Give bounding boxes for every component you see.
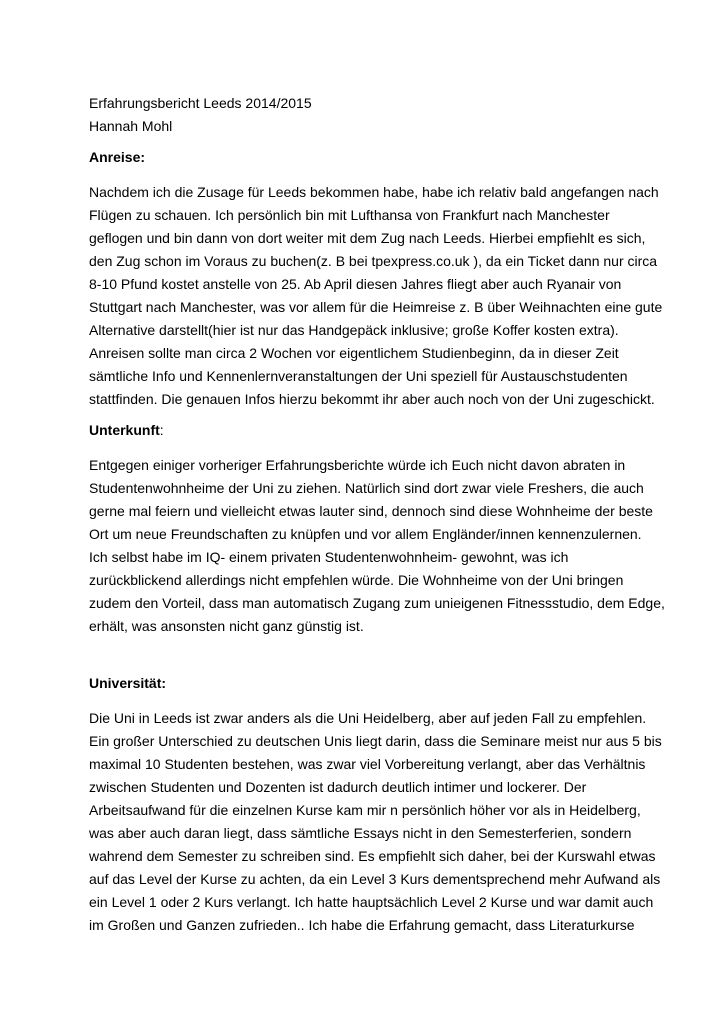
paragraph-line: Stuttgart nach Manchester, was vor allem für die Heimreise z. B über Weihnachten eine gute xyxy=(89,299,663,315)
document-body xyxy=(89,92,665,937)
section-body-anreise xyxy=(89,181,663,411)
paragraph-line: zudem den Vorteil, dass man automatisch Zugang zum unieigenen Fitnessstudio, dem Edge, xyxy=(89,595,665,611)
paragraph-line: Alternative darstellt(hier ist nur das Handgepäck inklusive; große Koffer kosten extra). xyxy=(89,322,619,338)
paragraph-line: Ein großer Unterschied zu deutschen Unis liegt darin, dass die Seminare meist nur aus 5 bis xyxy=(89,733,662,749)
paragraph-line: Flügen zu schauen. Ich persönlich bin mit Lufthansa von Frankfurt nach Manchester xyxy=(89,207,610,223)
paragraph-line: 8-10 Pfund kostet anstelle von 25. Ab April diesen Jahres fliegt aber auch Ryanair von xyxy=(89,276,622,292)
paragraph-line: maximal 10 Studenten bestehen, was zwar viel Vorbereitung verlangt, aber das Verhältnis xyxy=(89,756,646,772)
paragraph-line: gerne mal feiern und vielleicht etwas lauter sind, dennoch sind diese Wohnheime der beste xyxy=(89,503,653,519)
paragraph-line: Anreisen sollte man circa 2 Wochen vor eigentlichem Studienbeginn, da in dieser Zeit xyxy=(89,345,619,361)
paragraph-line: Ort um neue Freundschaften zu knüpfen und vor allem Engländer/innen kennenzulernen. xyxy=(89,526,642,542)
paragraph-line: erhält, was ansonsten nicht ganz günstig ist. xyxy=(89,618,364,634)
paragraph-line: wahrend dem Semester zu schreiben sind. Es empfiehlt sich daher, bei der Kurswahl etwas xyxy=(89,848,656,864)
document-title: Erfahrungsbericht Leeds 2014/2015 xyxy=(89,95,312,111)
section-heading-universitaet: Universität: xyxy=(89,675,167,691)
paragraph-line: Entgegen einiger vorheriger Erfahrungsberichte würde ich Euch nicht davon abraten in xyxy=(89,457,626,473)
paragraph-line: im Großen und Ganzen zufrieden.. Ich habe die Erfahrung gemacht, dass Literaturkurse xyxy=(89,917,635,933)
paragraph-line: was aber auch daran liegt, dass sämtliche Essays nicht in den Semesterferien, sondern xyxy=(89,825,632,841)
paragraph-line: Die Uni in Leeds ist zwar anders als die Uni Heidelberg, aber auf jeden Fall zu empfehlen. xyxy=(89,710,647,726)
paragraph-line: den Zug schon im Voraus zu buchen(z. B bei tpexpress.co.uk ), da ein Ticket dann nur circa xyxy=(89,253,658,269)
paragraph-line: auf das Level der Kurse zu achten, da ein Level 3 Kurs dementsprechend mehr Aufwand als xyxy=(89,871,661,887)
paragraph-line: Arbeitsaufwand für die einzelnen Kurse kam mir n persönlich höher vor als in Heidelberg, xyxy=(89,802,641,818)
document-author: Hannah Mohl xyxy=(89,118,173,134)
paragraph-line: sämtliche Info und Kennenlernveranstaltungen der Uni speziell für Austauschstudenten xyxy=(89,368,628,384)
paragraph-line: geflogen und bin dann von dort weiter mit dem Zug nach Leeds. Hierbei empfiehlt es sich, xyxy=(89,230,646,246)
paragraph-line: ein Level 1 oder 2 Kurs verlangt. Ich hatte hauptsächlich Level 2 Kurse und war damit auch xyxy=(89,894,654,910)
section-heading-unterkunft: Unterkunft: xyxy=(89,422,164,438)
paragraph-line: zurückblickend allerdings nicht empfehlen würde. Die Wohnheime von der Uni bringen xyxy=(89,572,624,588)
paragraph-line: stattfinden. Die genauen Infos hierzu bekommt ihr aber auch noch von der Uni zugeschickt. xyxy=(89,391,655,407)
paragraph-line: Ich selbst habe im IQ- einem privaten Studentenwohnheim- gewohnt, was ich xyxy=(89,549,569,565)
section-body-unterkunft xyxy=(89,454,665,638)
section-body-universitaet xyxy=(89,707,662,937)
section-heading-anreise: Anreise: xyxy=(89,149,146,165)
paragraph-line: Studentenwohnheime der Uni zu ziehen. Natürlich sind dort zwar viele Freshers, die auch xyxy=(89,480,644,496)
paragraph-line: Nachdem ich die Zusage für Leeds bekommen habe, habe ich relativ bald angefangen nach xyxy=(89,184,659,200)
paragraph-line: zwischen Studenten und Dozenten ist dadurch deutlich intimer und lockerer. Der xyxy=(89,779,587,795)
